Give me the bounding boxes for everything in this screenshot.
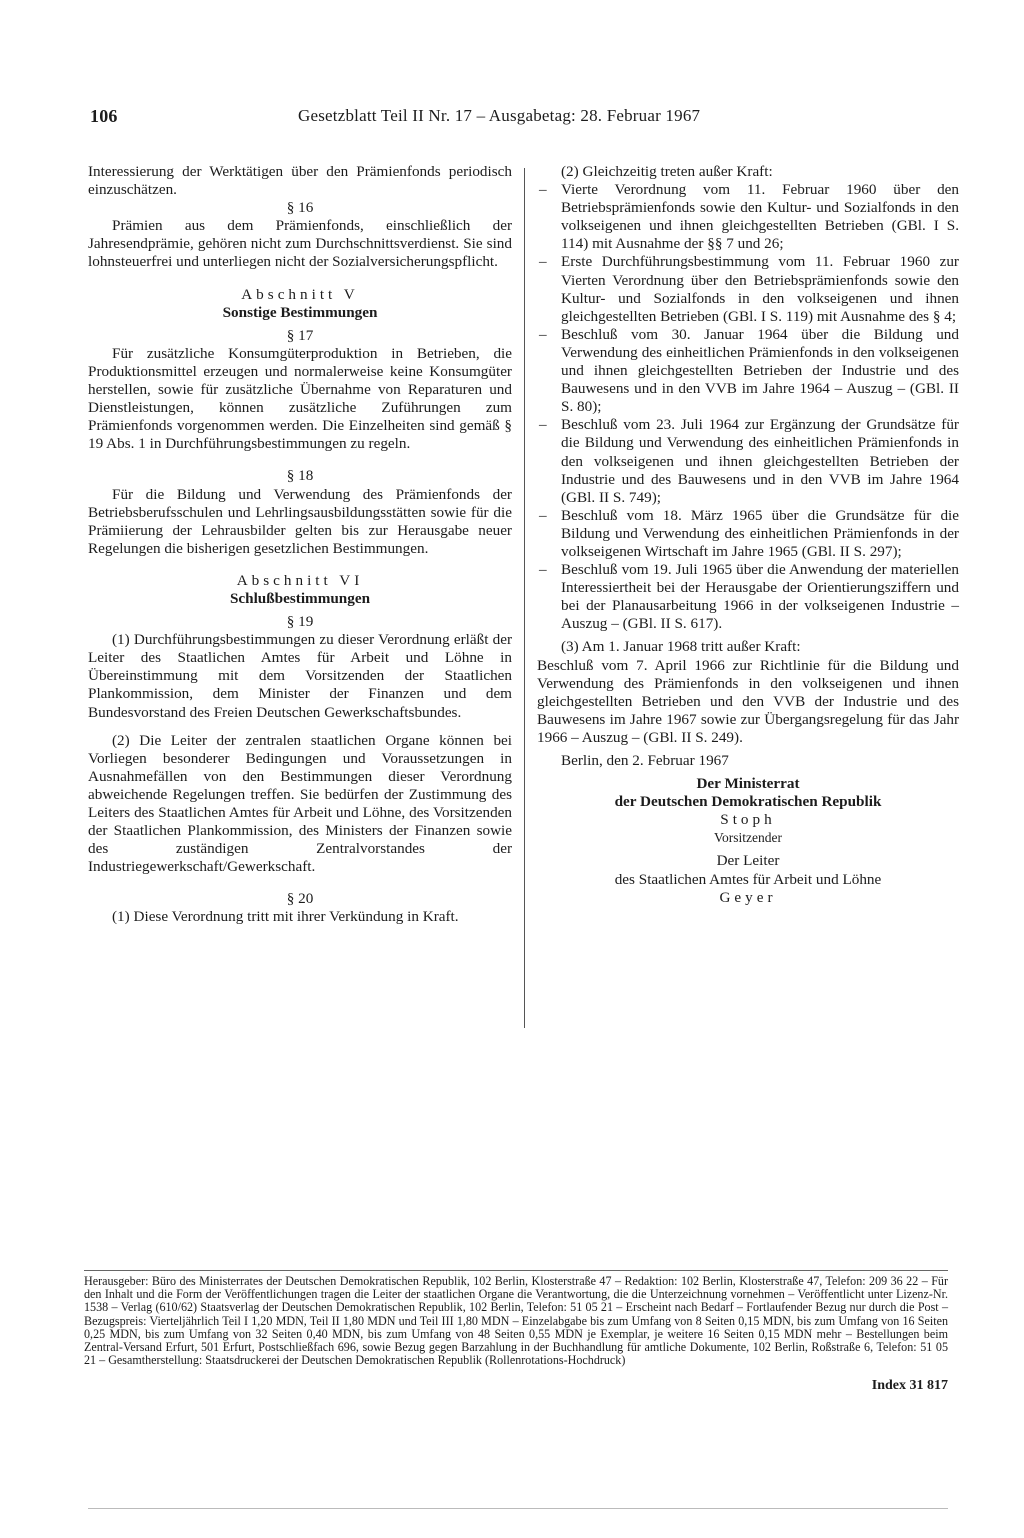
signatory-name-2: Geyer xyxy=(719,888,777,906)
dash-icon: – xyxy=(539,506,547,524)
repeal-intro: (2) Gleichzeitig treten außer Kraft: xyxy=(561,163,773,180)
repealed-item: – Beschluß vom 30. Januar 1964 über die Bildung und Verwendung des einheitlichen Prämienfonds in den volkseigenen und ihnen gleichgestellten Betrieben der Industrie und des Bauwesens und in den VVB im Jahre 1964 – Auszug – (GBl. II S. 80); xyxy=(539,325,959,416)
section-19-paragraph-1: (1) Durchführungsbestimmungen zu dieser Verordnung erläßt der Leiter des Staatlichen Amtes für Arbeit und Löhne in Übereinstimmung mit dem Vorsitzenden der Staatlichen Plankommission, dem Minister der Finanzen und dem Bundesvorstand des Freien Deutschen Gewerkschaftsbundes. xyxy=(88,631,512,721)
signatory-role-2b: des Staatlichen Amtes für Arbeit und Löhne xyxy=(614,870,882,888)
repeal-1968-text: Beschluß vom 7. April 1966 zur Richtlinie für die Bildung und Verwendung des Prämienfonds in den volkseigenen und ihnen gleichgestellten Betrieben und den VVB der Industrie und des Bauwesens im Jahre 1967 sowie zur Übergangsregelung für das Jahr 1966 – Auszug – (GBl. II S. 249). xyxy=(537,656,959,746)
repealed-item: – Beschluß vom 23. Juli 1964 zur Ergänzung der Grundsätze für die Bildung und Verwendung des einheitlichen Prämienfonds in den volkseigenen und ihnen gleichgestellten Betrieben der Industrie und des Bauwesens und in den VVB im Jahre 1964 (GBl. II S. 749); xyxy=(539,416,959,506)
signatory-name-1: Stoph xyxy=(720,811,776,829)
left-column xyxy=(88,163,512,927)
section-16-heading: § 16 xyxy=(286,199,314,217)
section-17-heading: § 17 xyxy=(286,326,314,344)
section-19-heading: § 19 xyxy=(286,613,314,631)
repealed-item: – Beschluß vom 19. Juli 1965 über die Anwendung der materiellen Interessiertheit bei der Herausgabe der Orientierungsziffern und bei der Planausarbeitung 1966 in der volkseigenen Industrie – Auszug – (GBl. II S. 617). xyxy=(539,561,959,633)
intro-text: Interessierung der Werktätigen über den Prämienfonds periodisch einzuschätzen. xyxy=(88,163,512,199)
signatory-role-1: Vorsitzender xyxy=(714,830,782,846)
repealed-item: – Vierte Verordnung vom 11. Februar 1960 über den Betriebsprämienfonds sowie den Kultur- und Sozialfonds in den volkseigenen und ihnen gleichgestellten Betrieben (GBl. I S. 114) mit Ausnahme der §§ 7 und 26; xyxy=(539,181,959,253)
index-number: Index 31 817 xyxy=(871,1378,948,1393)
section-20-paragraph-1: (1) Diese Verordnung tritt mit ihrer Verkündung in Kraft. xyxy=(112,908,459,926)
abschnitt-6-label: Abschnitt VI xyxy=(236,571,364,589)
signatory-org-line-2: der Deutschen Demokratischen Republik xyxy=(614,793,882,811)
footer-rule xyxy=(84,1270,948,1271)
gazette-title: Gesetzblatt Teil II Nr. 17 – Ausgabetag: 28. Februar 1967 xyxy=(298,106,701,125)
abschnitt-6-title: Schlußbestimmungen xyxy=(229,589,371,607)
dash-icon: – xyxy=(539,416,547,434)
page-number: 106 xyxy=(90,106,118,126)
page-header xyxy=(90,106,950,128)
dash-icon: – xyxy=(539,181,547,199)
section-18-heading: § 18 xyxy=(286,467,314,485)
place-date: Berlin, den 2. Februar 1967 xyxy=(561,752,729,769)
imprint-text: Herausgeber: Büro des Ministerrates der Deutschen Demokratischen Republik, 102 Berlin, Klosterstraße 47 – Redaktion: 102 Berlin, Klosterstraße 47, Telefon: 209 36 22 – Für den Inhalt und die Form der Veröffentlichungen tragen die Leiter der staatlichen Organe die Verantwortung, die die Unterzeichnung vornehmen – Veröffentlicht unter Lizenz-Nr. 1538 – Verlag (610/62) Staatsverlag der Deutschen Demokratischen Republik, 102 Berlin, Telefon: 51 05 21 – Erscheint nach Bedarf – Fortlaufender Bezug nur durch die Post – Bezugspreis: Vierteljährlich Teil I 1,20 MDN, Teil II 1,80 MDN und Teil III 1,80 MDN – Einzelabgabe bis zum Umfang von 8 Seiten 0,15 MDN, bis zum Umfang von 16 Seiten 0,25 MDN, bis zum Umfang von 32 Seiten 0,40 MDN, bis zum Umfang von 48 Seiten 0,55 MDN je Exemplar, je weitere 16 Seiten 0,15 MDN mehr – Bestellungen beim Zentral-Versand Erfurt, 501 Erfurt, Postschließfach 696, sowie Bezug gegen Barzahlung in der Buchhandlung für amtliche Dokumente, 102 Berlin, Roßstraße 6, Telefon: 51 05 21 – Gesamtherstellung: Staatsdruckerei der Deutschen Demokratischen Republik (Rollenrotations-Hochdruck) xyxy=(84,1274,948,1368)
section-20-heading: § 20 xyxy=(286,890,314,908)
section-19-paragraph-2: (2) Die Leiter der zentralen staatlichen Organe können bei Vorliegen besonderer Bedingungen und Voraussetzungen in Ausnahmefällen von den Bestimmungen dieser Verordnung abweichende Regelungen treffen. Sie bedürfen der Zustimmung des Leiters des Staatlichen Amtes für Arbeit und Löhne, des Vorsitzenden der Staatlichen Plankommission, des Ministers der Finanzen sowie des zuständigen Zentralvorstandes der Industriegewerkschaft/Gewerkschaft. xyxy=(88,731,512,876)
imprint-footer xyxy=(84,1270,948,1367)
repeal-1968-intro: (3) Am 1. Januar 1968 tritt außer Kraft: xyxy=(561,638,801,656)
dash-icon: – xyxy=(539,561,547,579)
column-divider xyxy=(524,168,525,1028)
bottom-rule xyxy=(88,1508,948,1509)
dash-icon: – xyxy=(539,253,547,271)
section-17-text: Für zusätzliche Konsumgüterproduktion in Betrieben, die Produktionsmittel erzeugen und normalerweise keine Konsumgüter herstellen, sowie für zusätzliche Übernahme von Reparaturen und Dienstleistungen, können zusätzliche Zuführungen zum Prämienfonds vorgenommen werden. Die Einzelheiten sind gemäß § 19 Abs. 1 in Durchführungsbestimmungen zu regeln. xyxy=(88,344,512,453)
signatory-role-2a: Der Leiter xyxy=(716,852,780,870)
repealed-item: – Beschluß vom 18. März 1965 über die Grundsätze für die Bildung und Verwendung des einheitlichen Prämienfonds in der volkseigenen Wirtschaft im Jahre 1965 (GBl. II S. 297); xyxy=(539,506,959,560)
abschnitt-5-label: Abschnitt V xyxy=(241,285,359,303)
right-column xyxy=(537,163,959,907)
abschnitt-5-title: Sonstige Bestimmungen xyxy=(222,303,378,321)
signatory-org-line-1: Der Ministerrat xyxy=(696,775,800,793)
repealed-item: – Erste Durchführungsbestimmung vom 11. Februar 1960 zur Vierten Verordnung über den Betriebsprämienfonds sowie den Kultur- und Sozialfonds in den volkseigenen und ihnen gleichgestellten Betrieben (GBl. I S. 119) mit Ausnahme des § 4; xyxy=(539,253,959,325)
dash-icon: – xyxy=(539,325,547,343)
section-16-text: Prämien aus dem Prämienfonds, einschließlich der Jahresendprämie, gehören nicht zum Durchschnittsverdienst. Sie sind lohnsteuerfrei und unterliegen nicht der Sozialversicherungspflicht. xyxy=(88,217,512,271)
section-18-text: Für die Bildung und Verwendung des Prämienfonds der Betriebsberufsschulen und Lehrlingsausbildungsstätten sowie für die Prämiierung der Lehrausbilder gelten bis zur Herausgabe neuer Regelungen die bisherigen gesetzlichen Bestimmungen. xyxy=(88,485,512,557)
